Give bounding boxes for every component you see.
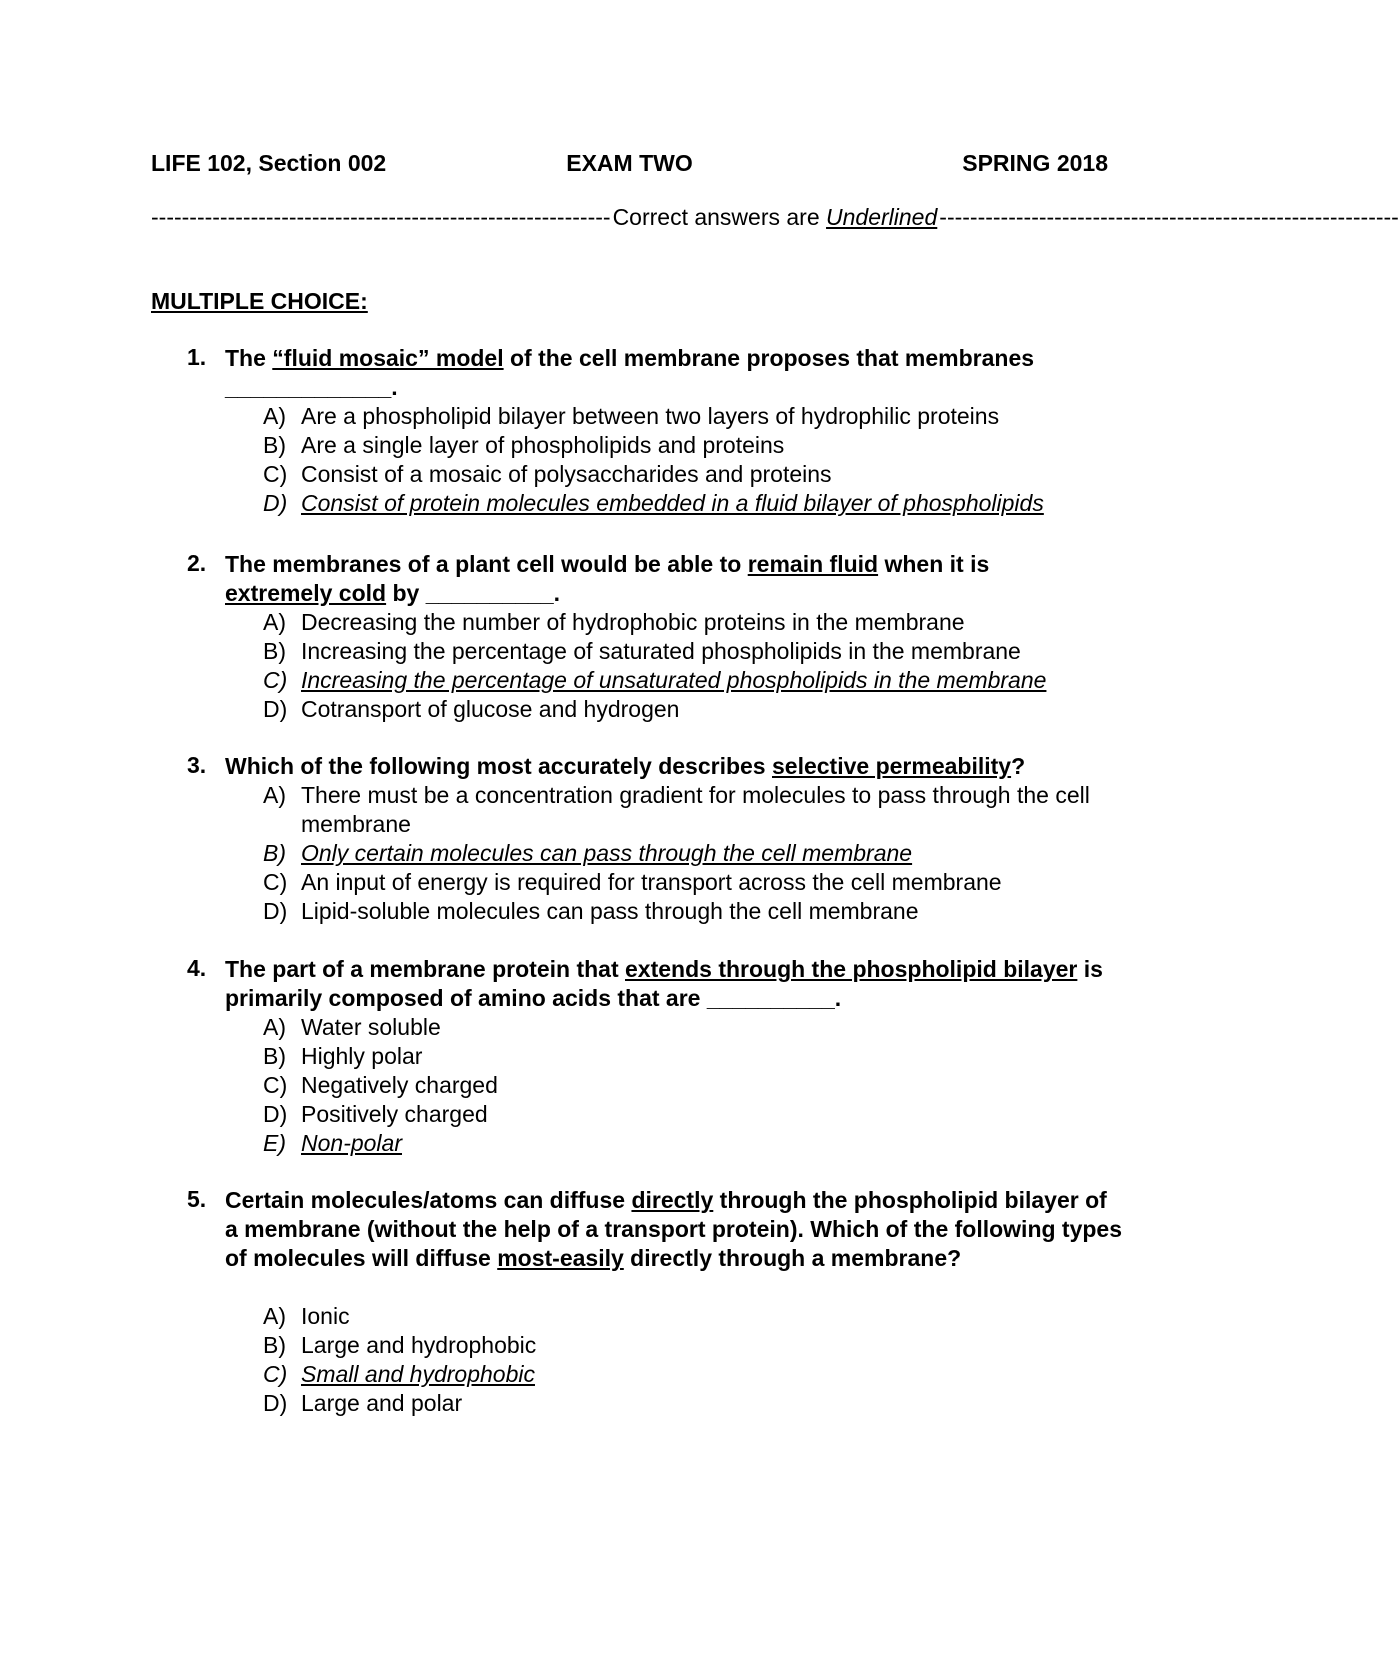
option-list — [263, 608, 1123, 724]
option-b[interactable]: B) Highly polar — [263, 1043, 423, 1069]
section-title: MULTIPLE CHOICE: — [151, 288, 368, 314]
option-d[interactable]: D) Positively charged — [263, 1101, 488, 1127]
option-a[interactable]: A) Decreasing the number of hydrophobic proteins in the membrane — [263, 609, 965, 635]
option-b[interactable]: B) Are a single layer of phospholipids and proteins — [263, 432, 785, 458]
question-number: 5. — [187, 1186, 207, 1212]
exam-title: EXAM TWO — [566, 150, 693, 176]
option-a[interactable]: A) Ionic — [263, 1303, 350, 1329]
option-d[interactable]: D) Large and polar — [263, 1390, 463, 1416]
question-number: 2. — [187, 550, 207, 576]
question-number: 3. — [187, 752, 207, 778]
answer-key-text: Correct answers are Underlined — [612, 204, 938, 230]
term-label: SPRING 2018 — [962, 150, 1108, 176]
answer-key-note — [151, 204, 1399, 231]
question-number: 4. — [187, 955, 207, 981]
question-text: Certain molecules/atoms can diffuse directly through the phospholipid bilayer of a membrane (without the help of a transport protein). Which of the following types of molecules will diffuse most-easily directly through a membrane? — [225, 1187, 1123, 1271]
option-b-correct[interactable]: B) Only certain molecules can pass through the cell membrane — [263, 840, 913, 866]
option-b[interactable]: B) Increasing the percentage of saturated phospholipids in the membrane — [263, 638, 1021, 664]
dash-rule-left: ------------------------------------------------------------ — [151, 204, 611, 230]
option-list — [263, 781, 1123, 926]
option-a[interactable]: A) Are a phospholipid bilayer between two layers of hydrophilic proteins — [263, 403, 1000, 429]
option-list — [263, 1302, 1123, 1418]
option-e-correct[interactable]: E) Non-polar — [263, 1130, 402, 1156]
option-b[interactable]: B) Large and hydrophobic — [263, 1332, 537, 1358]
dash-rule-right: ------------------------------------------------------------ — [939, 204, 1399, 230]
question-number: 1. — [187, 344, 207, 370]
option-c[interactable]: C) An input of energy is required for transport across the cell membrane — [263, 869, 1002, 895]
option-a[interactable]: A) Water soluble — [263, 1014, 441, 1040]
question-text: The membranes of a plant cell would be able to remain fluid when it is extremely cold by __________. — [225, 551, 990, 606]
option-a[interactable]: A) There must be a concentration gradient for molecules to pass through the cell membrane — [263, 782, 1090, 837]
question-text: Which of the following most accurately describes selective permeability? — [225, 753, 1026, 779]
option-list — [263, 402, 1123, 518]
option-d[interactable]: D) Lipid-soluble molecules can pass through the cell membrane — [263, 898, 919, 924]
course-title: LIFE 102, Section 002 — [151, 150, 387, 176]
option-d-correct[interactable]: D) Consist of protein molecules embedded in a fluid bilayer of phospholipids — [263, 490, 1044, 516]
option-d[interactable]: D) Cotransport of glucose and hydrogen — [263, 696, 680, 722]
exam-header — [151, 150, 1108, 182]
option-c[interactable]: C) Negatively charged — [263, 1072, 498, 1098]
option-c-correct[interactable]: C) Increasing the percentage of unsaturated phospholipids in the membrane — [263, 667, 1047, 693]
question-text: The part of a membrane protein that extends through the phospholipid bilayer is primarily composed of amino acids that are __________. — [225, 956, 1103, 1011]
option-c-correct[interactable]: C) Small and hydrophobic — [263, 1361, 535, 1387]
option-list — [263, 1013, 1123, 1158]
question-text: The “fluid mosaic” model of the cell membrane proposes that membranes _____________. — [225, 345, 1035, 400]
option-c[interactable]: C) Consist of a mosaic of polysaccharides and proteins — [263, 461, 832, 487]
